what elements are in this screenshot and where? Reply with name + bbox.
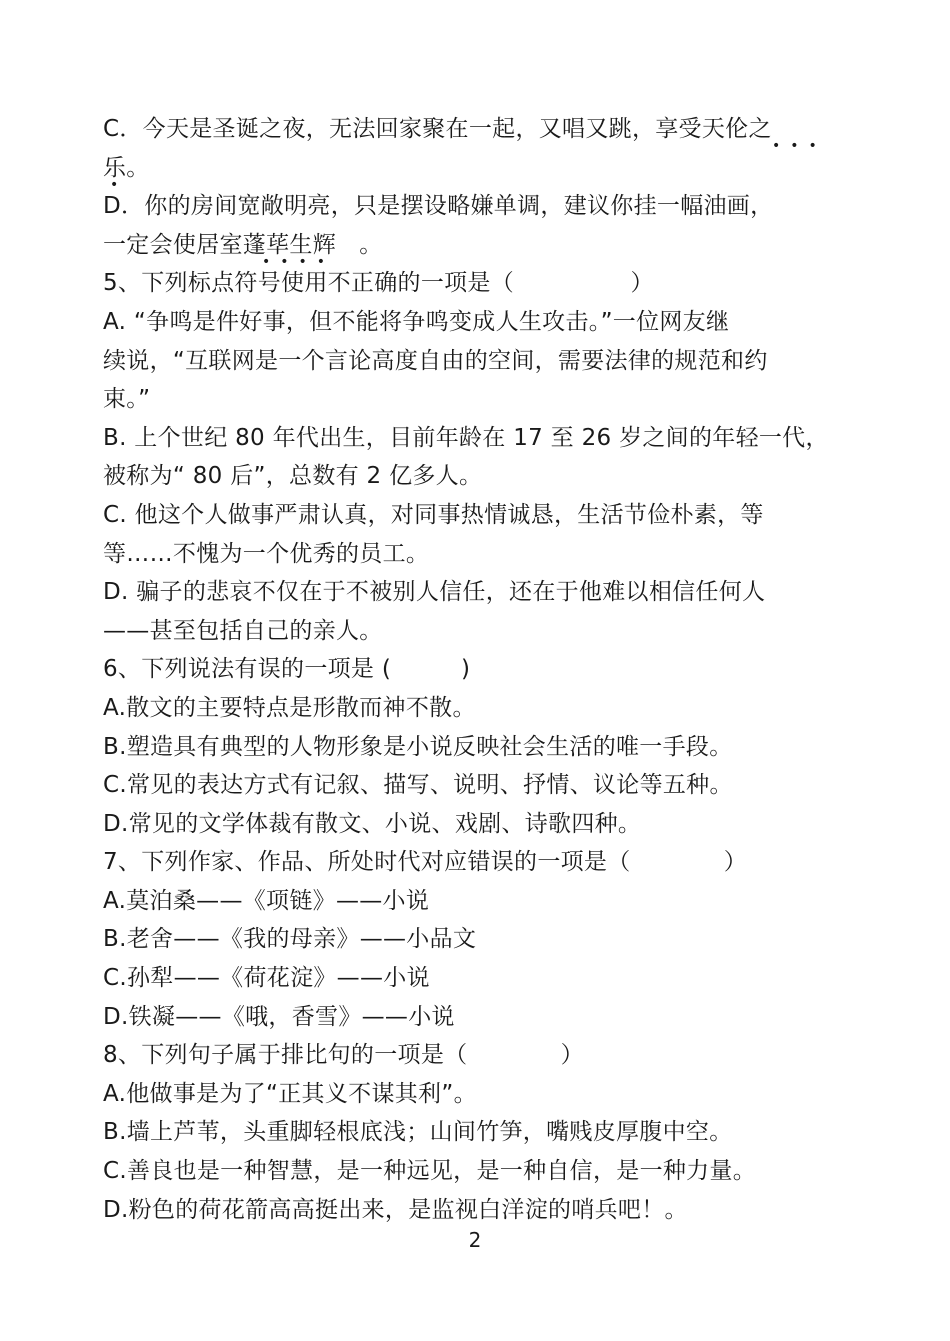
question-6-title: 6、下列说法有误的一项是 ( ) xyxy=(103,656,471,683)
text-line: 乐。 xyxy=(103,154,150,181)
text-line: ——甚至包括自己的亲人。 xyxy=(103,617,383,644)
text-line: 等……不愧为一个优秀的员工。 xyxy=(103,540,430,567)
text-line: 续说，“互联网是一个言论高度自由的空间，需要法律的规范和约 xyxy=(103,347,768,374)
text-line: A. “争鸣是件好事，但不能将争鸣变成人生攻击。”一位网友继 xyxy=(103,308,730,335)
emphasis-dots: •••• xyxy=(262,254,336,270)
text-line: C.善良也是一种智慧，是一种远见，是一种自信，是一种力量。 xyxy=(103,1158,757,1185)
text-line: C.孙犁——《荷花淀》——小说 xyxy=(103,965,430,992)
text-line: B. 上个世纪 80 年代出生，目前年龄在 17 至 26 岁之间的年轻一代， xyxy=(103,424,829,451)
text-line: 一定会使居室蓬荜生辉 。 xyxy=(103,231,383,258)
question-8-title: 8、下列句子属于排比句的一项是（ ） xyxy=(103,1042,584,1069)
question-text-block xyxy=(103,110,848,1229)
question-7-title: 7、下列作家、作品、所处时代对应错误的一项是（ ） xyxy=(103,849,748,876)
text-line: 被称为“ 80 后”，总数有 2 亿多人。 xyxy=(103,463,483,490)
text-line: A.他做事是为了“正其义不谋其利”。 xyxy=(103,1080,477,1107)
text-line: A.散文的主要特点是形散而神不散。 xyxy=(103,694,476,721)
text-line: D.常见的文学体裁有散文、小说、戏剧、诗歌四种。 xyxy=(103,810,642,837)
emphasis-dots: ••• xyxy=(772,138,827,154)
question-5-title: 5、下列标点符号使用不正确的一项是（ ） xyxy=(103,270,654,297)
text-line: A.莫泊桑——《项链》——小说 xyxy=(103,887,430,914)
text-line: C．今天是圣诞之夜，无法回家聚在一起，又唱又跳，享受天伦之 xyxy=(103,116,772,142)
page-number: 2 xyxy=(468,1228,482,1252)
text-line: 束。” xyxy=(103,386,151,413)
text-line: B.塑造具有典型的人物形象是小说反映社会生活的唯一手段。 xyxy=(103,733,733,760)
text-line: D．你的房间宽敞明亮，只是摆设略嫌单调，建议你挂一幅油画， xyxy=(103,193,774,220)
text-line: D.铁凝——《哦，香雪》——小说 xyxy=(103,1003,455,1030)
text-line: C. 他这个人做事严肃认真，对同事热情诚恳，生活节俭朴素，等 xyxy=(103,501,764,528)
text-line: C.常见的表达方式有记叙、描写、说明、抒情、议论等五种。 xyxy=(103,772,733,799)
text-line: B.老舍——《我的母亲》——小品文 xyxy=(103,926,477,953)
emphasis-dots: • xyxy=(110,177,129,193)
text-line: D.粉色的荷花箭高高挺出来，是监视白洋淀的哨兵吧！。 xyxy=(103,1196,688,1223)
text-line: D. 骗子的悲哀不仅在于不被别人信任，还在于他难以相信任何人 xyxy=(103,579,766,606)
text-line: B.墙上芦苇，头重脚轻根底浅；山间竹笋，嘴贱皮厚腹中空。 xyxy=(103,1119,733,1146)
